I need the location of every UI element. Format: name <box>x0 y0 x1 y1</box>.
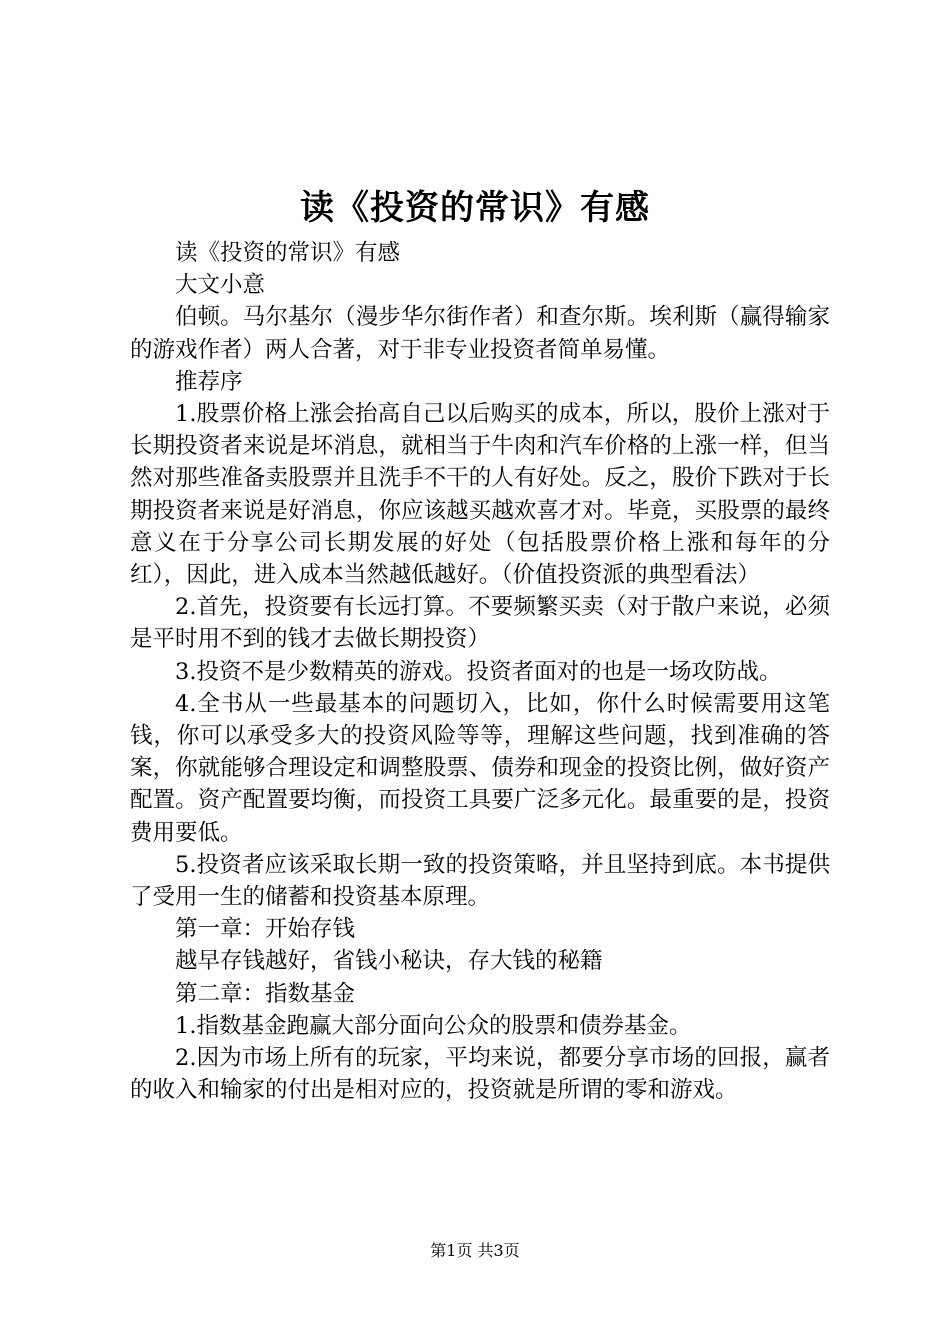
paragraph: 1.指数基金跑赢大部分面向公众的股票和债券基金。 <box>175 1012 692 1039</box>
paragraph: 读《投资的常识》有感 <box>175 240 401 266</box>
paragraph: 大文小意 <box>175 272 266 299</box>
paragraph: 1.股票价格上涨会抬高自己以后购买的成本，所以，股价上涨对于长期投资者来说是坏消息，就相当于牛肉和汽车价格的上涨一样，但当然对那些准备卖股票并且洗手不干的人有好处。反之，股价下跌对于长期投资者来说是好消息，你应该越买越欢喜才对。毕竟，买股票的最终意义在于分享公司长期发展的好处（包括股票价格上涨和每年的分红），因此，进入成本当然越低越好。（价值投资派的典型看法） <box>130 401 830 589</box>
paragraph: 第二章：指数基金 <box>175 980 356 1007</box>
paragraph: 2.因为市场上所有的玩家，平均来说，都要分享市场的回报，赢者的收入和输家的付出是相对应的，投资就是所谓的零和游戏。 <box>130 1045 830 1104</box>
document-body <box>130 237 830 1106</box>
paragraph: 推荐序 <box>175 368 243 395</box>
paragraph: 2.首先，投资要有长远打算。不要频繁买卖（对于散户来说，必须是平时用不到的钱才去做长期投资） <box>130 594 830 653</box>
paragraph: 3.投资不是少数精英的游戏。投资者面对的也是一场攻防战。 <box>175 658 782 685</box>
paragraph: 4.全书从一些最基本的问题切入，比如，你什么时候需要用这笔钱，你可以承受多大的投资风险等等，理解这些问题，找到准确的答案，你就能够合理设定和调整股票、债券和现金的投资比例，做好资产配置。资产配置要均衡，而投资工具要广泛多元化。最重要的是，投资费用要低。 <box>130 690 830 846</box>
page-footer: 第1页 共3页 <box>430 1241 520 1260</box>
paragraph: 5.投资者应该采取长期一致的投资策略，并且坚持到底。本书提供了受用一生的储蓄和投资基本原理。 <box>130 851 830 911</box>
paragraph: 第一章：开始存钱 <box>175 916 356 943</box>
paragraph: 越早存钱越好，省钱小秘诀，存大钱的秘籍 <box>175 948 603 975</box>
paragraph: 伯顿。马尔基尔（漫步华尔街作者）和查尔斯。埃利斯（赢得输家的游戏作者）两人合著，对于非专业投资者简单易懂。 <box>130 304 830 363</box>
document-title: 读《投资的常识》有感 <box>300 188 650 228</box>
